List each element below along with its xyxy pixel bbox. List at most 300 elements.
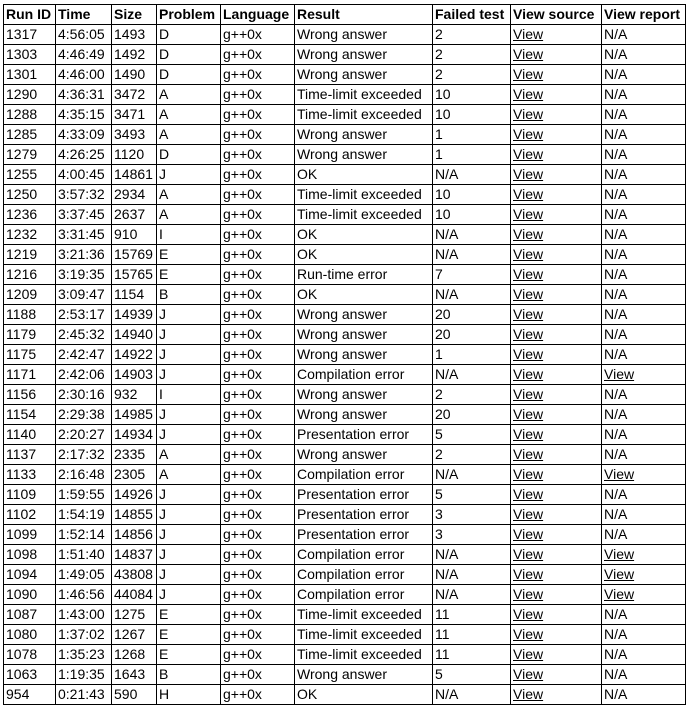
size-cell: 14940: [112, 325, 157, 345]
problem-cell: A: [157, 205, 221, 225]
table-row: [4, 685, 686, 705]
view-source-cell: [511, 485, 602, 505]
size-cell: 14837: [112, 545, 157, 565]
view-source-link[interactable]: View: [513, 526, 544, 542]
result-cell: Wrong answer: [295, 325, 433, 345]
table-row: [4, 65, 686, 85]
size-cell: 1275: [112, 605, 157, 625]
result-cell: Presentation error: [295, 425, 433, 445]
size-cell: 14926: [112, 485, 157, 505]
failed-test-cell: 10: [433, 105, 511, 125]
table-row: [4, 405, 686, 425]
table-row: [4, 325, 686, 345]
view-report-cell: [602, 365, 686, 385]
run-id-cell: 1288: [4, 105, 56, 125]
table-row: [4, 245, 686, 265]
problem-cell: J: [157, 165, 221, 185]
result-cell: Compilation error: [295, 365, 433, 385]
view-source-link[interactable]: View: [513, 66, 544, 82]
time-cell: 2:20:27: [56, 425, 112, 445]
result-cell: Presentation error: [295, 485, 433, 505]
view-source-link[interactable]: View: [513, 326, 544, 342]
view-source-cell: [511, 505, 602, 525]
size-cell: 14939: [112, 305, 157, 325]
view-source-cell: [511, 345, 602, 365]
run-id-cell: 1301: [4, 65, 56, 85]
view-report-link[interactable]: View: [604, 366, 635, 382]
run-id-cell: 1179: [4, 325, 56, 345]
size-cell: 44084: [112, 585, 157, 605]
view-source-cell: [511, 545, 602, 565]
view-report-cell: N/A: [602, 205, 686, 225]
view-source-cell: [511, 645, 602, 665]
table-row: [4, 145, 686, 165]
view-source-cell: [511, 625, 602, 645]
failed-test-cell: 20: [433, 305, 511, 325]
view-report-cell: N/A: [602, 405, 686, 425]
header-size: Size: [112, 5, 157, 25]
language-cell: g++0x: [221, 665, 295, 685]
view-source-cell: [511, 85, 602, 105]
language-cell: g++0x: [221, 565, 295, 585]
time-cell: 1:51:40: [56, 545, 112, 565]
header-failed-test: Failed test: [433, 5, 511, 25]
run-id-cell: 1171: [4, 365, 56, 385]
view-source-link[interactable]: View: [513, 206, 544, 222]
language-cell: g++0x: [221, 225, 295, 245]
size-cell: 1492: [112, 45, 157, 65]
view-report-link[interactable]: View: [604, 566, 635, 582]
view-source-link[interactable]: View: [513, 666, 544, 682]
runs-table: [3, 4, 686, 705]
failed-test-cell: 3: [433, 505, 511, 525]
view-source-link[interactable]: View: [513, 346, 544, 362]
problem-cell: J: [157, 345, 221, 365]
view-source-link[interactable]: View: [513, 106, 544, 122]
time-cell: 1:59:55: [56, 485, 112, 505]
size-cell: 1493: [112, 25, 157, 45]
view-source-link[interactable]: View: [513, 626, 544, 642]
failed-test-cell: 11: [433, 645, 511, 665]
result-cell: Wrong answer: [295, 305, 433, 325]
run-id-cell: 954: [4, 685, 56, 705]
language-cell: g++0x: [221, 305, 295, 325]
problem-cell: J: [157, 505, 221, 525]
time-cell: 1:46:56: [56, 585, 112, 605]
failed-test-cell: 2: [433, 445, 511, 465]
time-cell: 4:46:49: [56, 45, 112, 65]
time-cell: 3:19:35: [56, 265, 112, 285]
view-source-link[interactable]: View: [513, 146, 544, 162]
time-cell: 2:30:16: [56, 385, 112, 405]
view-source-cell: [511, 225, 602, 245]
size-cell: 1490: [112, 65, 157, 85]
problem-cell: J: [157, 365, 221, 385]
view-source-link[interactable]: View: [513, 406, 544, 422]
table-row: [4, 505, 686, 525]
problem-cell: A: [157, 185, 221, 205]
table-row: [4, 265, 686, 285]
time-cell: 3:09:47: [56, 285, 112, 305]
problem-cell: E: [157, 265, 221, 285]
problem-cell: J: [157, 405, 221, 425]
table-row: [4, 45, 686, 65]
run-id-cell: 1080: [4, 625, 56, 645]
run-id-cell: 1216: [4, 265, 56, 285]
failed-test-cell: 20: [433, 405, 511, 425]
size-cell: 14861: [112, 165, 157, 185]
time-cell: 3:37:45: [56, 205, 112, 225]
failed-test-cell: N/A: [433, 225, 511, 245]
language-cell: g++0x: [221, 465, 295, 485]
language-cell: g++0x: [221, 285, 295, 305]
view-source-cell: [511, 105, 602, 125]
failed-test-cell: N/A: [433, 365, 511, 385]
table-row: [4, 185, 686, 205]
view-source-cell: [511, 605, 602, 625]
table-row: [4, 425, 686, 445]
time-cell: 4:00:45: [56, 165, 112, 185]
language-cell: g++0x: [221, 85, 295, 105]
table-row: [4, 205, 686, 225]
view-report-cell: [602, 545, 686, 565]
view-report-cell: N/A: [602, 45, 686, 65]
result-cell: Time-limit exceeded: [295, 105, 433, 125]
result-cell: Wrong answer: [295, 25, 433, 45]
size-cell: 15765: [112, 265, 157, 285]
view-source-link[interactable]: View: [513, 426, 544, 442]
run-id-cell: 1317: [4, 25, 56, 45]
table-row: [4, 305, 686, 325]
failed-test-cell: 7: [433, 265, 511, 285]
run-id-cell: 1137: [4, 445, 56, 465]
size-cell: 3471: [112, 105, 157, 125]
size-cell: 1268: [112, 645, 157, 665]
view-report-cell: N/A: [602, 25, 686, 45]
view-source-cell: [511, 665, 602, 685]
runs-table-header: [4, 5, 686, 25]
run-id-cell: 1250: [4, 185, 56, 205]
size-cell: 14922: [112, 345, 157, 365]
language-cell: g++0x: [221, 45, 295, 65]
size-cell: 1267: [112, 625, 157, 645]
problem-cell: A: [157, 445, 221, 465]
time-cell: 2:53:17: [56, 305, 112, 325]
run-id-cell: 1098: [4, 545, 56, 565]
view-source-link[interactable]: View: [513, 126, 544, 142]
view-source-link[interactable]: View: [513, 686, 544, 702]
language-cell: g++0x: [221, 385, 295, 405]
run-id-cell: 1290: [4, 85, 56, 105]
view-source-cell: [511, 45, 602, 65]
problem-cell: D: [157, 65, 221, 85]
header-run-id: Run ID: [4, 5, 56, 25]
time-cell: 4:56:05: [56, 25, 112, 45]
view-report-cell: N/A: [602, 385, 686, 405]
time-cell: 2:45:32: [56, 325, 112, 345]
table-row: [4, 605, 686, 625]
failed-test-cell: 2: [433, 65, 511, 85]
header-view-report: View report: [602, 5, 686, 25]
result-cell: Presentation error: [295, 505, 433, 525]
language-cell: g++0x: [221, 165, 295, 185]
view-source-link[interactable]: View: [513, 446, 544, 462]
run-id-cell: 1063: [4, 665, 56, 685]
result-cell: Wrong answer: [295, 345, 433, 365]
failed-test-cell: N/A: [433, 585, 511, 605]
view-report-cell: N/A: [602, 105, 686, 125]
result-cell: Compilation error: [295, 465, 433, 485]
view-source-cell: [511, 305, 602, 325]
view-source-cell: [511, 285, 602, 305]
result-cell: OK: [295, 685, 433, 705]
header-row: [4, 5, 686, 25]
view-source-link[interactable]: View: [513, 26, 544, 42]
language-cell: g++0x: [221, 625, 295, 645]
language-cell: g++0x: [221, 185, 295, 205]
view-source-link[interactable]: View: [513, 506, 544, 522]
result-cell: Wrong answer: [295, 125, 433, 145]
problem-cell: J: [157, 545, 221, 565]
view-report-cell: N/A: [602, 145, 686, 165]
view-source-cell: [511, 445, 602, 465]
view-source-link[interactable]: View: [513, 166, 544, 182]
time-cell: 4:46:00: [56, 65, 112, 85]
view-source-link[interactable]: View: [513, 646, 544, 662]
time-cell: 1:35:23: [56, 645, 112, 665]
problem-cell: B: [157, 665, 221, 685]
language-cell: g++0x: [221, 485, 295, 505]
run-id-cell: 1175: [4, 345, 56, 365]
table-row: [4, 625, 686, 645]
view-report-cell: N/A: [602, 165, 686, 185]
size-cell: 3493: [112, 125, 157, 145]
result-cell: Wrong answer: [295, 665, 433, 685]
view-source-link[interactable]: View: [513, 566, 544, 582]
problem-cell: I: [157, 225, 221, 245]
problem-cell: A: [157, 85, 221, 105]
language-cell: g++0x: [221, 145, 295, 165]
size-cell: 43808: [112, 565, 157, 585]
size-cell: 910: [112, 225, 157, 245]
result-cell: OK: [295, 285, 433, 305]
failed-test-cell: N/A: [433, 545, 511, 565]
view-source-link[interactable]: View: [513, 546, 544, 562]
size-cell: 14903: [112, 365, 157, 385]
view-source-link[interactable]: View: [513, 186, 544, 202]
view-report-cell: N/A: [602, 85, 686, 105]
size-cell: 2637: [112, 205, 157, 225]
view-source-cell: [511, 185, 602, 205]
failed-test-cell: N/A: [433, 685, 511, 705]
problem-cell: B: [157, 285, 221, 305]
language-cell: g++0x: [221, 265, 295, 285]
language-cell: g++0x: [221, 405, 295, 425]
view-source-cell: [511, 65, 602, 85]
problem-cell: D: [157, 45, 221, 65]
result-cell: Time-limit exceeded: [295, 645, 433, 665]
problem-cell: D: [157, 145, 221, 165]
view-source-link[interactable]: View: [513, 246, 544, 262]
result-cell: Time-limit exceeded: [295, 85, 433, 105]
run-id-cell: 1094: [4, 565, 56, 585]
view-source-cell: [511, 325, 602, 345]
result-cell: Wrong answer: [295, 445, 433, 465]
view-source-cell: [511, 585, 602, 605]
table-row: [4, 225, 686, 245]
view-report-cell: N/A: [602, 645, 686, 665]
view-source-cell: [511, 205, 602, 225]
time-cell: 4:26:25: [56, 145, 112, 165]
view-source-cell: [511, 565, 602, 585]
size-cell: 590: [112, 685, 157, 705]
view-source-link[interactable]: View: [513, 286, 544, 302]
view-source-link[interactable]: View: [513, 306, 544, 322]
failed-test-cell: 11: [433, 605, 511, 625]
view-source-cell: [511, 405, 602, 425]
view-source-link[interactable]: View: [513, 226, 544, 242]
problem-cell: E: [157, 605, 221, 625]
size-cell: 2335: [112, 445, 157, 465]
view-source-cell: [511, 245, 602, 265]
time-cell: 4:36:31: [56, 85, 112, 105]
problem-cell: A: [157, 465, 221, 485]
problem-cell: D: [157, 25, 221, 45]
size-cell: 1154: [112, 285, 157, 305]
run-id-cell: 1279: [4, 145, 56, 165]
failed-test-cell: 1: [433, 345, 511, 365]
run-id-cell: 1255: [4, 165, 56, 185]
view-source-link[interactable]: View: [513, 86, 544, 102]
time-cell: 2:17:32: [56, 445, 112, 465]
view-report-cell: N/A: [602, 485, 686, 505]
view-report-cell: N/A: [602, 525, 686, 545]
failed-test-cell: 1: [433, 145, 511, 165]
language-cell: g++0x: [221, 345, 295, 365]
failed-test-cell: 3: [433, 525, 511, 545]
failed-test-cell: 11: [433, 625, 511, 645]
failed-test-cell: 2: [433, 45, 511, 65]
header-language: Language: [221, 5, 295, 25]
time-cell: 2:16:48: [56, 465, 112, 485]
time-cell: 1:52:14: [56, 525, 112, 545]
problem-cell: A: [157, 105, 221, 125]
header-view-source: View source: [511, 5, 602, 25]
result-cell: OK: [295, 225, 433, 245]
view-report-cell: N/A: [602, 685, 686, 705]
view-report-cell: N/A: [602, 265, 686, 285]
view-source-cell: [511, 265, 602, 285]
view-report-cell: N/A: [602, 425, 686, 445]
language-cell: g++0x: [221, 505, 295, 525]
view-source-cell: [511, 365, 602, 385]
table-row: [4, 25, 686, 45]
view-source-link[interactable]: View: [513, 606, 544, 622]
run-id-cell: 1133: [4, 465, 56, 485]
run-id-cell: 1232: [4, 225, 56, 245]
failed-test-cell: 5: [433, 425, 511, 445]
view-source-link[interactable]: View: [513, 46, 544, 62]
time-cell: 2:42:47: [56, 345, 112, 365]
view-report-cell: N/A: [602, 185, 686, 205]
size-cell: 932: [112, 385, 157, 405]
result-cell: Wrong answer: [295, 145, 433, 165]
view-report-link[interactable]: View: [604, 466, 635, 482]
view-source-cell: [511, 525, 602, 545]
view-source-link[interactable]: View: [513, 486, 544, 502]
language-cell: g++0x: [221, 685, 295, 705]
table-row: [4, 485, 686, 505]
problem-cell: A: [157, 125, 221, 145]
problem-cell: J: [157, 325, 221, 345]
run-id-cell: 1303: [4, 45, 56, 65]
table-row: [4, 585, 686, 605]
failed-test-cell: N/A: [433, 245, 511, 265]
view-source-link[interactable]: View: [513, 466, 544, 482]
language-cell: g++0x: [221, 545, 295, 565]
view-source-link[interactable]: View: [513, 366, 544, 382]
language-cell: g++0x: [221, 585, 295, 605]
table-row: [4, 665, 686, 685]
time-cell: 1:19:35: [56, 665, 112, 685]
size-cell: 1643: [112, 665, 157, 685]
view-report-link[interactable]: View: [604, 586, 635, 602]
result-cell: Run-time error: [295, 265, 433, 285]
table-row: [4, 525, 686, 545]
run-id-cell: 1156: [4, 385, 56, 405]
view-report-cell: N/A: [602, 325, 686, 345]
language-cell: g++0x: [221, 25, 295, 45]
run-id-cell: 1087: [4, 605, 56, 625]
result-cell: OK: [295, 245, 433, 265]
language-cell: g++0x: [221, 125, 295, 145]
view-source-link[interactable]: View: [513, 586, 544, 602]
view-report-cell: N/A: [602, 245, 686, 265]
run-id-cell: 1102: [4, 505, 56, 525]
view-report-cell: N/A: [602, 65, 686, 85]
failed-test-cell: 2: [433, 385, 511, 405]
result-cell: Compilation error: [295, 565, 433, 585]
problem-cell: E: [157, 625, 221, 645]
view-source-cell: [511, 685, 602, 705]
result-cell: OK: [295, 165, 433, 185]
view-report-cell: N/A: [602, 125, 686, 145]
table-row: [4, 645, 686, 665]
result-cell: Time-limit exceeded: [295, 185, 433, 205]
failed-test-cell: 20: [433, 325, 511, 345]
table-row: [4, 365, 686, 385]
run-id-cell: 1154: [4, 405, 56, 425]
time-cell: 1:49:05: [56, 565, 112, 585]
size-cell: 14856: [112, 525, 157, 545]
failed-test-cell: 10: [433, 185, 511, 205]
result-cell: Wrong answer: [295, 385, 433, 405]
view-source-link[interactable]: View: [513, 386, 544, 402]
result-cell: Compilation error: [295, 585, 433, 605]
problem-cell: J: [157, 425, 221, 445]
view-report-cell: [602, 565, 686, 585]
result-cell: Wrong answer: [295, 45, 433, 65]
view-source-cell: [511, 165, 602, 185]
time-cell: 1:43:00: [56, 605, 112, 625]
view-report-link[interactable]: View: [604, 546, 635, 562]
view-source-link[interactable]: View: [513, 266, 544, 282]
table-row: [4, 85, 686, 105]
result-cell: Wrong answer: [295, 405, 433, 425]
language-cell: g++0x: [221, 325, 295, 345]
table-row: [4, 545, 686, 565]
table-row: [4, 105, 686, 125]
